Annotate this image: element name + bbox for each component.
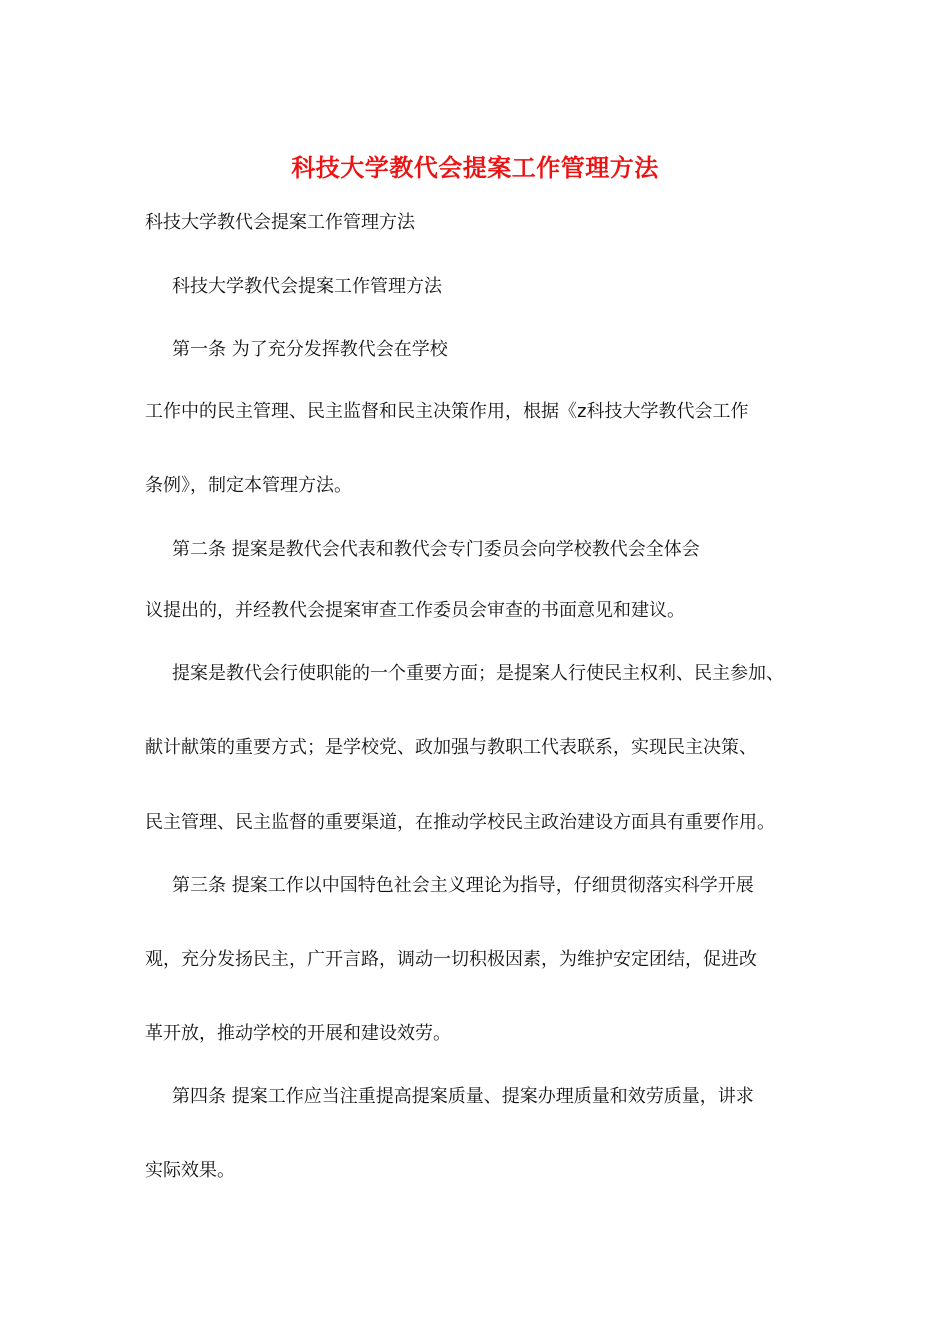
article-2-para-2-line-1: 提案是教代会行使职能的一个重要方面；是提案人行使民主权利、民主参加、	[172, 663, 784, 684]
document-subtitle: 科技大学教代会提案工作管理方法	[145, 212, 415, 233]
article-2-para-2-line-3: 民主管理、民主监督的重要渠道，在推动学校民主政治建设方面具有重要作用。	[145, 812, 775, 833]
article-1-line-3: 条例》，制定本管理方法。	[145, 475, 352, 496]
document-title: 科技大学教代会提案工作管理方法	[291, 153, 659, 182]
article-2-line-2: 议提出的，并经教代会提案审查工作委员会审查的书面意见和建议。	[145, 600, 685, 621]
article-3-line-2: 观，充分发扬民主，广开言路，调动一切积极因素，为维护安定团结，促进改	[145, 949, 757, 970]
article-3-line-1: 第三条 提案工作以中国特色社会主义理论为指导，仔细贯彻落实科学开展	[172, 875, 754, 896]
article-4-line-1: 第四条 提案工作应当注重提高提案质量、提案办理质量和效劳质量，讲求	[172, 1086, 754, 1107]
article-2-line-1: 第二条 提案是教代会代表和教代会专门委员会向学校教代会全体会	[172, 539, 700, 560]
article-1-line-2: 工作中的民主管理、民主监督和民主决策作用，根据《z科技大学教代会工作	[145, 401, 749, 422]
article-2-para-2-line-2: 献计献策的重要方式；是学校党、政加强与教职工代表联系，实现民主决策、	[145, 737, 757, 758]
document-heading: 科技大学教代会提案工作管理方法	[172, 276, 442, 297]
article-1-line-1: 第一条 为了充分发挥教代会在学校	[172, 339, 448, 360]
article-3-line-3: 革开放，推动学校的开展和建设效劳。	[145, 1023, 451, 1044]
article-4-line-2: 实际效果。	[145, 1160, 235, 1181]
